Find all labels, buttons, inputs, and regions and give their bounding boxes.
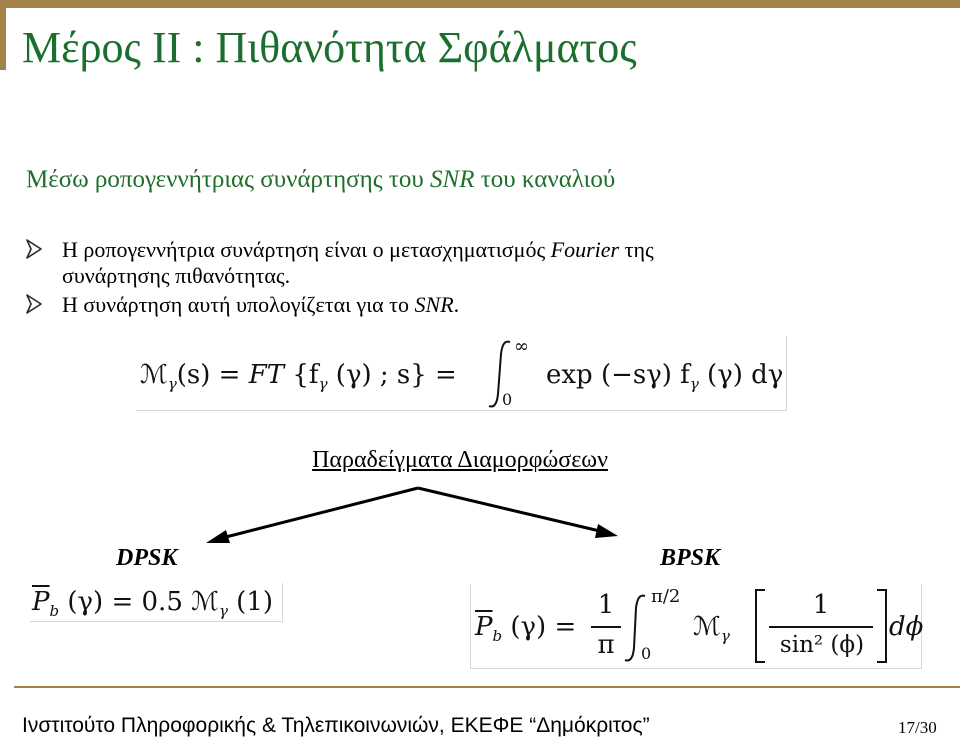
dpsk-expr (32, 587, 274, 620)
dpsk-gamma-sub: γ (218, 602, 228, 620)
slide-subtitle (26, 165, 615, 195)
bullet-item-2 (26, 292, 926, 320)
bpsk-inner-den: sin² (ϕ) (779, 632, 865, 658)
branch-arrows (0, 480, 960, 550)
bullet-1-line-1 (62, 237, 654, 263)
bpsk-M-expr (693, 612, 730, 645)
dpsk-rest: (γ) = 0.5 (59, 587, 192, 617)
dpsk-equation (30, 583, 283, 622)
bpsk-frac-line (591, 626, 621, 628)
bpsk-inner-num: 1 (812, 590, 830, 620)
dpsk-b-sub: b (49, 602, 60, 620)
bpsk-M: ℳ (693, 612, 721, 642)
mgf-f-gamma-sub: γ (318, 375, 328, 393)
bpsk-upper-limit: π/2 (651, 586, 681, 607)
bullet-2-snr: SNR (414, 292, 454, 317)
bpsk-lower-limit: 0 (641, 644, 652, 663)
mgf-upper-limit: ∞ (514, 336, 529, 357)
footer-divider (14, 686, 960, 688)
bullet-2-line (62, 292, 459, 318)
bpsk-rest: (γ) = (502, 612, 577, 642)
dpsk-arg: (1) (227, 587, 274, 617)
subtitle-part2: του καναλιού (474, 166, 616, 193)
bpsk-frac-den: π (597, 630, 615, 660)
bpsk-inner-line (769, 626, 873, 628)
dpsk-P: $\overline{P}$ (32, 587, 50, 617)
subtitle-part1: Μέσω ροπογεννήτριας συνάρτησης του (26, 166, 431, 193)
bpsk-left-bracket (753, 588, 767, 664)
title-accent-side (0, 0, 6, 70)
mgf-exp: exp (−sγ) f (546, 360, 690, 390)
bpsk-right-bracket (875, 588, 889, 664)
bpsk-dphi: dϕ (889, 612, 924, 642)
mgf-f: {f (292, 360, 319, 390)
bullet-1-line-2: συνάρτησης πιθανότητας. (62, 263, 291, 288)
label-bpsk: BPSK (660, 545, 721, 571)
slide-title: Μέρος II : Πιθανότητα Σφάλματος (22, 23, 637, 72)
bpsk-equation (470, 584, 922, 669)
bpsk-P: $\overline{P}$ (475, 612, 493, 642)
bullet-1-text-a: Η ροπογεννήτρια συνάρτηση είναι ο μετασχηματισμός (62, 237, 551, 262)
examples-heading: Παραδείγματα Διαμορφώσεων (312, 447, 608, 473)
mgf-integrand-gamma-sub: γ (689, 375, 699, 393)
footer-institute: Ινστιτούτο Πληροφορικής & Τηλεπικοινωνιών, ΕΚΕΦΕ “Δημόκριτος” (22, 714, 650, 737)
bullet-1-text-b: της (619, 237, 654, 262)
bpsk-b-sub: b (492, 627, 503, 645)
label-dpsk: DPSK (116, 545, 178, 571)
subtitle-snr: SNR (430, 166, 475, 193)
bullet-2-text-a: Η συνάρτηση αυτή υπολογίζεται για το (62, 292, 415, 317)
arrow-bullet-icon (26, 239, 42, 259)
mgf-arg: (s) = (176, 360, 249, 390)
page-number: 17/30 (898, 718, 937, 737)
bpsk-gamma-sub: γ (720, 627, 730, 645)
mgf-lhs (140, 360, 457, 393)
mgf-equation (136, 336, 787, 411)
mgf-lower-limit: 0 (502, 390, 513, 409)
mgf-M: ℳ (140, 360, 168, 390)
title-accent-bar (0, 0, 960, 8)
arrow-bullet-icon (26, 294, 42, 314)
mgf-integrand (546, 360, 784, 393)
bullet-1-fourier: Fourier (550, 237, 620, 262)
dpsk-M: ℳ (191, 587, 219, 617)
bullet-2-text-b: . (453, 292, 460, 317)
bpsk-lhs (475, 612, 577, 645)
mgf-gamma-sub: γ (167, 375, 177, 393)
bullet-item-1 (26, 237, 926, 293)
bpsk-frac-num: 1 (597, 590, 615, 620)
mgf-dgamma: (γ) dγ (698, 360, 784, 390)
mgf-FT: FT (248, 360, 285, 390)
mgf-brace-rest: (γ) ; s} = (327, 360, 457, 390)
